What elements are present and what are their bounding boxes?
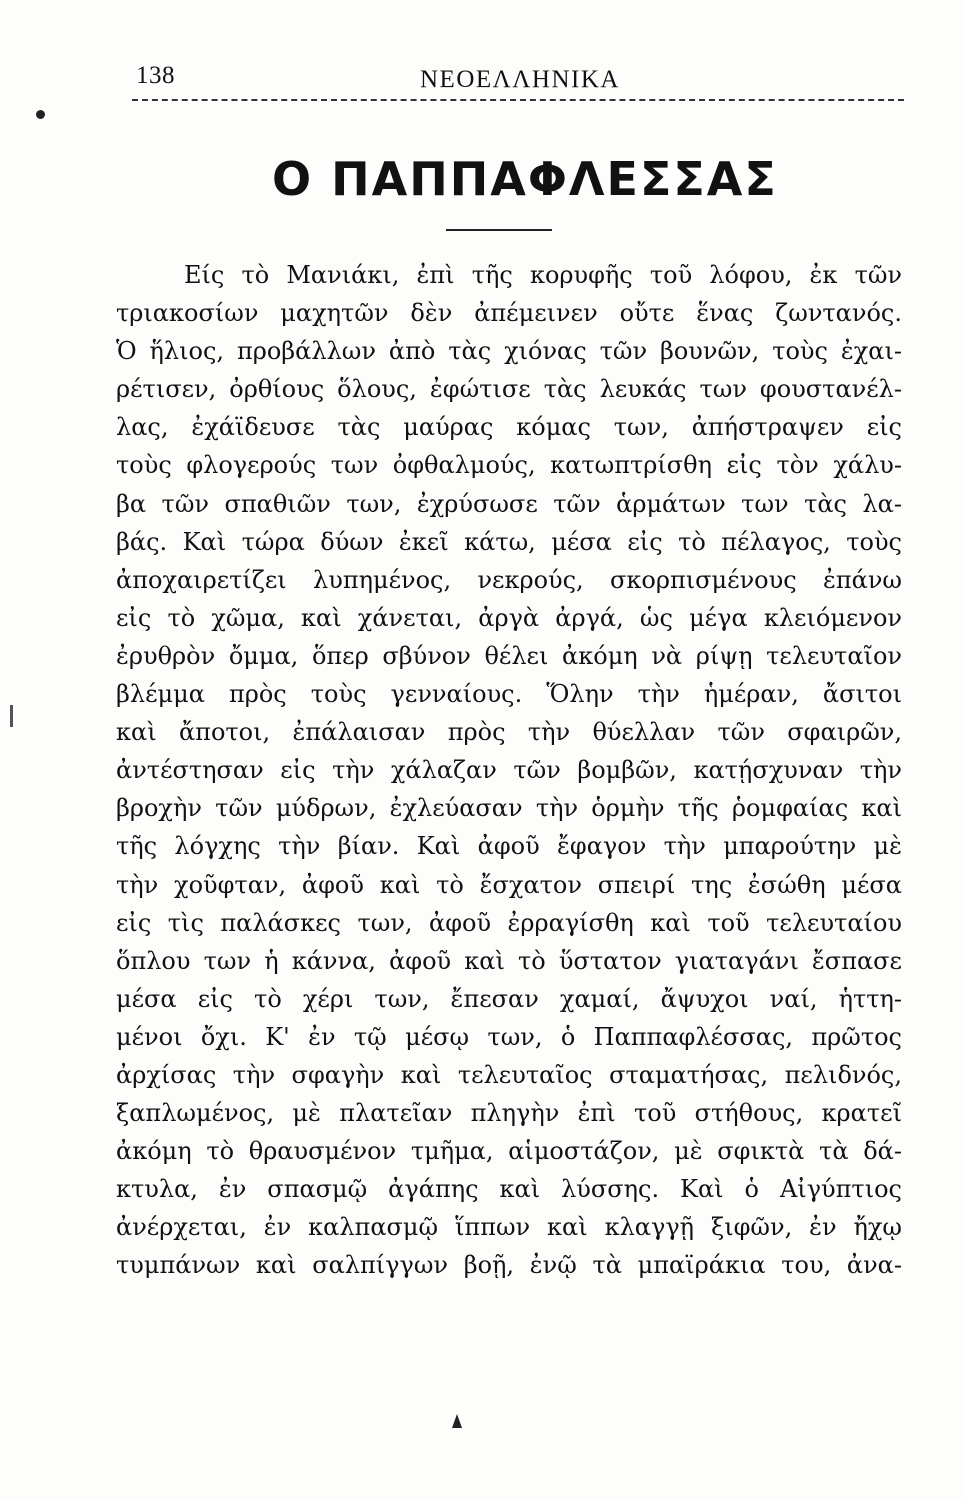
header-rule (132, 99, 904, 101)
text-line: ὅπλου των ἡ κάννα, ἀφοῦ καὶ τὸ ὕστατον γιαταγάνι ἔσπασε (116, 946, 902, 975)
text-line: ἐρυθρὸν ὄμμα, ὅπερ σβύνον θέλει ἀκόμη νὰ ρίψῃ τελευταῖον (116, 641, 902, 670)
text-line: ρέτισεν, ὀρθίους ὅλους, ἐφώτισε τὰς λευκάς των φουστανέλ- (116, 375, 902, 404)
text-line: βα τῶν σπαθιῶν των, ἐχρύσωσε τῶν ἁρμάτων των τὰς λα- (116, 489, 902, 518)
text-line: ξαπλωμένος, μὲ πλατεῖαν πληγὴν ἐπὶ τοῦ στήθους, κρατεῖ (116, 1099, 902, 1128)
title-rule (446, 229, 552, 231)
text-line: τυμπάνων καὶ σαλπίγγων βοῇ, ἐνῷ τὰ μπαϊράκια του, ἀνα- (116, 1251, 902, 1280)
text-line: ἀκόμη τὸ θραυσμένον τμῆμα, αἱμοστάζον, μὲ σφικτὰ τὰ δά- (116, 1137, 902, 1166)
body-text (116, 256, 902, 1285)
text-line: ἀντέστησαν εἰς τὴν χάλαζαν τῶν βομβῶν, κατῄσχυναν τὴν (116, 756, 902, 785)
text-line: τῆς λόγχης τὴν βίαν. Καὶ ἀφοῦ ἔφαγον τὴν μπαρούτην μὲ (116, 832, 902, 861)
text-line: βλέμμα πρὸς τοὺς γενναίους. Ὅλην τὴν ἡμέραν, ἄσιτοι (116, 680, 902, 709)
text-line: βροχὴν τῶν μύδρων, ἐχλεύασαν τὴν ὁρμὴν τῆς ῥομφαίας καὶ (116, 794, 902, 823)
text-line: Είς τὸ Μανιάκι, ἐπὶ τῆς κορυφῆς τοῦ λόφου, ἐκ τῶν (184, 261, 902, 289)
ink-mark (452, 1414, 462, 1428)
chapter-title: Ο ΠΑΠΠΑΦΛΕΣΣΑΣ (272, 152, 778, 206)
edge-mark (10, 705, 13, 727)
text-line: τοὺς φλογερούς των ὀφθαλμούς, κατωπτρίσθη εἰς τὸν χάλυ- (116, 451, 902, 480)
text-line: τὴν χοῦφταν, ἀφοῦ καὶ τὸ ἔσχατον σπειρί της ἐσώθη μέσα (116, 870, 902, 899)
text-line: μένοι ὄχι. Κ' ἐν τῷ μέσῳ των, ὁ Παππαφλέσσας, πρῶτος (116, 1022, 902, 1051)
text-line: μέσα εἰς τὸ χέρι των, ἔπεσαν χαμαί, ἄψυχοι ναί, ἡττη- (116, 984, 902, 1013)
text-line: ἀρχίσας τὴν σφαγὴν καὶ τελευταῖος σταματήσας, πελιδνός, (116, 1060, 902, 1089)
text-line: ἀνέρχεται, ἐν καλπασμῷ ἵππων καὶ κλαγγῇ ξιφῶν, ἐν ἤχῳ (116, 1213, 902, 1242)
text-line: εἰς τὶς παλάσκες των, ἀφοῦ ἐρραγίσθη καὶ τοῦ τελευταίου (116, 908, 902, 937)
text-line: καὶ ἄποτοι, ἐπάλαισαν πρὸς τὴν θύελλαν τῶν σφαιρῶν, (116, 718, 902, 747)
page-number: 138 (136, 62, 175, 89)
text-line: λας, ἐχάϊδευσε τὰς μαύρας κόμας των, ἀπήστραψεν εἰς (116, 413, 902, 442)
text-line: εἰς τὸ χῶμα, καὶ χάνεται, ἀργὰ ἀργά, ὡς μέγα κλειόμενον (116, 603, 902, 632)
text-line: ἀποχαιρετίζει λυπημένος, νεκρούς, σκορπισμένους ἐπάνω (116, 565, 902, 594)
margin-dot (36, 110, 45, 119)
text-line: Ὁ ἥλιος, προβάλλων ἀπὸ τὰς χιόνας τῶν βουνῶν, τοὺς ἐχαι- (116, 337, 902, 366)
text-line: βάς. Καὶ τώρα δύων ἐκεῖ κάτω, μέσα εἰς τὸ πέλαγος, τοὺς (116, 527, 902, 556)
text-line: τριακοσίων μαχητῶν δὲν ἀπέμεινεν οὔτε ἕνας ζωντανός. (116, 299, 902, 328)
running-head: ΝΕΟΕΛΛΗΝΙΚΑ (420, 66, 620, 93)
text-line: κτυλα, ἐν σπασμῷ ἀγάπης καὶ λύσσης. Καὶ ὁ Αἰγύπτιος (116, 1175, 902, 1204)
